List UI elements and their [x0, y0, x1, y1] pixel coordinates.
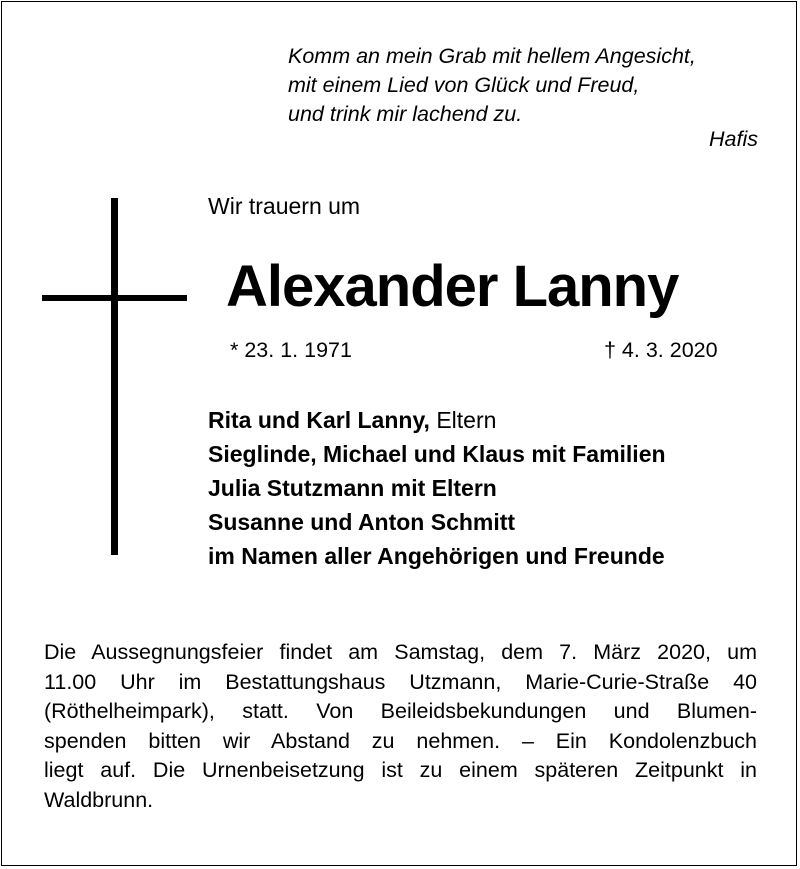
- mourner-line: [208, 505, 666, 539]
- funeral-notice: [44, 638, 757, 815]
- notice-line: spenden bitten wir Abstand zu nehmen. – Ein Kondolenzbuch: [44, 728, 757, 753]
- notice-line: liegt auf. Die Urnenbeisetzung ist zu einem späteren Zeitpunkt in: [44, 758, 757, 782]
- epigraph-quote: [288, 42, 758, 154]
- cross-icon-horizontal-bar: [42, 295, 187, 301]
- mourner-names: Sieglinde, Michael und Klaus mit Familien: [208, 441, 666, 467]
- quote-author: Hafis: [709, 127, 758, 151]
- notice-line: 11.00 Uhr im Bestattungshaus Utzmann, Marie-Curie-Straße 40: [44, 669, 757, 694]
- mourners-list: [208, 403, 666, 573]
- quote-line: und trink mir lachend zu.: [288, 102, 523, 126]
- deceased-name: Alexander Lanny: [226, 254, 679, 319]
- mourner-line: [208, 471, 666, 505]
- quote-line: mit einem Lied von Glück und Freud,: [288, 73, 640, 97]
- notice-line: (Röthelheimpark), statt. Von Beileidsbekundungen und Blumen-: [44, 699, 757, 723]
- mourner-line: [208, 539, 666, 573]
- mourner-line: [208, 437, 666, 471]
- mourner-names: Susanne und Anton Schmitt: [208, 509, 516, 535]
- mourner-names: Julia Stutzmann mit Eltern: [208, 475, 497, 501]
- birth-date: * 23. 1. 1971: [230, 338, 352, 362]
- cross-icon-vertical-bar: [111, 198, 118, 555]
- notice-line: Waldbrunn.: [44, 787, 154, 812]
- mourner-names: im Namen aller Angehörigen und Freunde: [208, 543, 665, 569]
- mourner-names: Rita und Karl Lanny,: [208, 407, 430, 433]
- mourner-line: [208, 403, 666, 437]
- mourning-intro: Wir trauern um: [208, 193, 361, 219]
- notice-line: Die Aussegnungsfeier findet am Samstag, dem 7. März 2020, um: [44, 640, 757, 664]
- quote-line: Komm an mein Grab mit hellem Angesicht,: [288, 44, 696, 68]
- death-date: † 4. 3. 2020: [604, 338, 718, 362]
- mourner-relation: Eltern: [429, 407, 497, 433]
